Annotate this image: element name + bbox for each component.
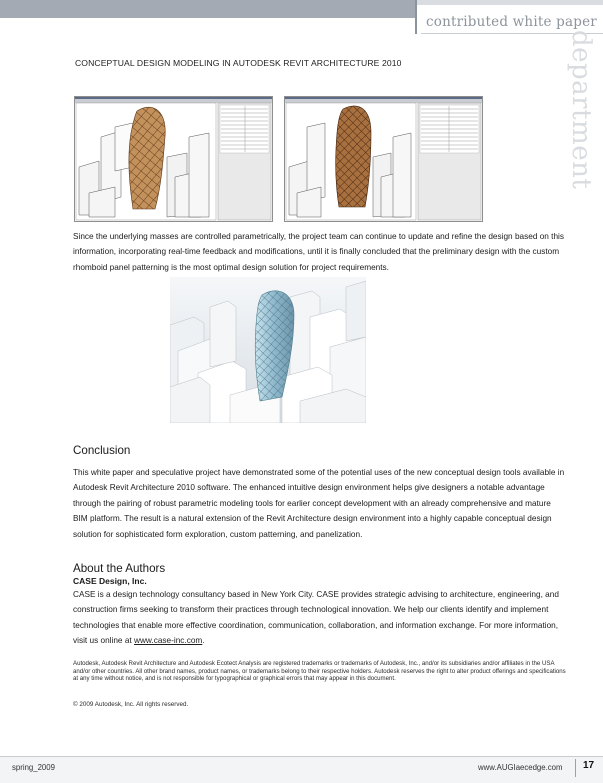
revit-screenshot-1 (74, 96, 273, 222)
revit-screenshot-2 (284, 96, 483, 222)
conclusion-heading: Conclusion (73, 444, 131, 457)
header-band-light (415, 0, 603, 5)
author-website-link[interactable]: www.case-inc.com (134, 636, 203, 646)
author-organization: CASE Design, Inc. (73, 576, 147, 586)
header-band (0, 0, 415, 18)
footer-issue: spring_2009 (12, 763, 55, 772)
header-rule (415, 0, 417, 34)
department-label: department (566, 30, 596, 190)
author-text-end: . (202, 636, 205, 646)
paragraph-design-refinement: Since the underlying masses are controlled parametrically, the project team can continue to update and refine the design based on this information, incorporating real-time feedback and modifications, until it is finally concluded that the preliminary design with the custom rhomboid panel patterning is the most optimal design solution for project requirements. (73, 232, 565, 272)
footer-divider (575, 759, 576, 777)
conclusion-paragraph: This white paper and speculative project have demonstrated some of the potential uses of the new conceptual design tools available in Autodesk Revit Architecture 2010 software. The enhanced intuitive design environment helps give designers a notable advantage through the pairing of robust parametric modeling tools for earlier concept development with an already comprehensive and mature BIM platform. The result is a natural extension of the Revit Architecture design environment into a highly capable conceptual design solution for sophisticated form exploration, custom patterning, and panelization. (73, 468, 565, 539)
copyright-notice: © 2009 Autodesk, Inc. All rights reserved. (73, 701, 189, 708)
footer-rule (0, 756, 603, 757)
header-title: contributed white paper (426, 14, 597, 30)
trademark-notice: Autodesk, Autodesk Revit Architecture and Autodesk Ecotect Analysis are registered trademarks or trademarks of Autodesk, Inc., and/or its subsidiaries and/or affiliates in the USA and/or other countries. All other brand names, product names, or trademarks belong to their respective holders. Autodesk reserves the right to alter product offerings and specifications at any time without notice, and is not responsible for typographical or graphical errors that may appear in this document. (73, 660, 566, 683)
page-number: 17 (583, 760, 595, 771)
about-authors-heading: About the Authors (73, 562, 166, 575)
author-description: CASE is a design technology consultancy based in New York City. CASE provides strategic advising to architecture, engineering, and construction firms seeking to transform their practices through technological innovation. We help our clients identify and implement technologies that enable more effective coordination, communication, collaboration, and information exchange. For more information, visit us online at (73, 590, 559, 646)
tower-render-image (170, 277, 366, 423)
author-paragraph (73, 587, 565, 649)
section-heading: CONCEPTUAL DESIGN MODELING IN AUTODESK REVIT ARCHITECTURE 2010 (75, 58, 402, 68)
footer-website[interactable]: www.AUGIaecedge.com (478, 763, 563, 772)
